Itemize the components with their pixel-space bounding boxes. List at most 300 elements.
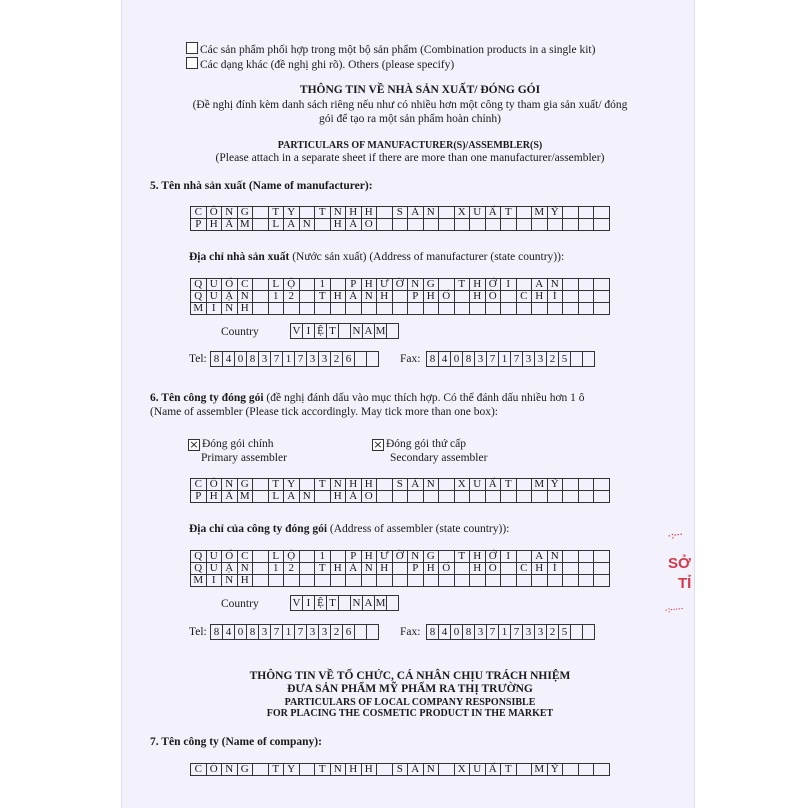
- grid-cell[interactable]: [578, 219, 594, 231]
- grid-cell[interactable]: [299, 279, 315, 291]
- grid-cell[interactable]: [594, 563, 610, 575]
- grid-cell[interactable]: Ờ: [392, 279, 408, 291]
- grid-cell[interactable]: H: [470, 551, 486, 563]
- input-cell[interactable]: V: [290, 323, 303, 339]
- grid-cell[interactable]: [253, 491, 269, 503]
- grid-cell[interactable]: [563, 291, 579, 303]
- grid-cell[interactable]: [408, 575, 424, 587]
- option-combination[interactable]: Các sản phẩm phối hợp trong một bộ sản phẩm (Combination products in a single kit): [186, 42, 595, 57]
- grid-cell[interactable]: G: [237, 479, 253, 491]
- grid-cell[interactable]: I: [501, 551, 517, 563]
- grid-cell[interactable]: A: [532, 551, 548, 563]
- grid-cell[interactable]: H: [206, 219, 222, 231]
- input-cell[interactable]: T: [326, 323, 339, 339]
- input-cell[interactable]: 2: [546, 351, 559, 367]
- grid-cell[interactable]: N: [222, 303, 238, 315]
- grid-cell[interactable]: N: [330, 764, 346, 776]
- grid-cell[interactable]: [408, 303, 424, 315]
- grid-cell[interactable]: H: [532, 563, 548, 575]
- grid-cell[interactable]: [253, 764, 269, 776]
- grid-cell[interactable]: [253, 219, 269, 231]
- grid-cell[interactable]: [423, 219, 439, 231]
- input-cell[interactable]: 0: [450, 351, 463, 367]
- grid-cell[interactable]: H: [330, 563, 346, 575]
- input-cell[interactable]: 3: [534, 351, 547, 367]
- checkbox-icon[interactable]: [186, 42, 198, 54]
- grid-cell[interactable]: A: [284, 219, 300, 231]
- grid-cell[interactable]: P: [191, 491, 207, 503]
- grid-cell[interactable]: Ả: [408, 764, 424, 776]
- input-cell[interactable]: [366, 624, 379, 640]
- grid-cell[interactable]: [392, 291, 408, 303]
- grid-cell[interactable]: H: [470, 279, 486, 291]
- grid-cell[interactable]: H: [377, 563, 393, 575]
- input-cell[interactable]: T: [326, 595, 339, 611]
- grid-cell[interactable]: U: [206, 551, 222, 563]
- grid-cell[interactable]: [423, 491, 439, 503]
- grid-cell[interactable]: Ố: [222, 551, 238, 563]
- input-cell[interactable]: N: [350, 323, 363, 339]
- grid-cell[interactable]: [563, 219, 579, 231]
- grid-cell[interactable]: [253, 551, 269, 563]
- grid-cell[interactable]: N: [222, 479, 238, 491]
- grid-cell[interactable]: Ố: [439, 291, 455, 303]
- grid-cell[interactable]: H: [532, 291, 548, 303]
- grid-cell[interactable]: [501, 491, 517, 503]
- grid-cell[interactable]: [594, 764, 610, 776]
- grid-cell[interactable]: Ậ: [222, 563, 238, 575]
- grid-cell[interactable]: [578, 551, 594, 563]
- grid-cell[interactable]: X: [454, 207, 470, 219]
- input-cell[interactable]: 7: [486, 351, 499, 367]
- grid-cell[interactable]: [284, 575, 300, 587]
- grid-cell[interactable]: [299, 207, 315, 219]
- input-cell[interactable]: 5: [558, 351, 571, 367]
- grid-cell[interactable]: Ư: [377, 551, 393, 563]
- grid-cell[interactable]: M: [532, 207, 548, 219]
- grid-cell[interactable]: Ô: [206, 479, 222, 491]
- grid-cell[interactable]: [594, 479, 610, 491]
- grid-cell[interactable]: [594, 303, 610, 315]
- grid-cell[interactable]: [485, 303, 501, 315]
- grid-cell[interactable]: T: [315, 479, 331, 491]
- grid-cell[interactable]: Ố: [222, 279, 238, 291]
- grid-cell[interactable]: H: [237, 303, 253, 315]
- grid-cell[interactable]: T: [268, 479, 284, 491]
- grid-cell[interactable]: A: [532, 279, 548, 291]
- input-cell[interactable]: 5: [558, 624, 571, 640]
- grid-cell[interactable]: [578, 207, 594, 219]
- grid-cell[interactable]: [516, 303, 532, 315]
- grid-cell[interactable]: N: [299, 491, 315, 503]
- grid-cell[interactable]: [439, 207, 455, 219]
- input-cell[interactable]: [366, 351, 379, 367]
- grid-cell[interactable]: C: [191, 764, 207, 776]
- grid-cell[interactable]: [594, 219, 610, 231]
- grid-cell[interactable]: [408, 219, 424, 231]
- grid-cell[interactable]: M: [191, 575, 207, 587]
- option-others[interactable]: Các dạng khác (đề nghị ghi rõ). Others (please specify): [186, 57, 454, 72]
- input-cell[interactable]: 0: [450, 624, 463, 640]
- input-cell[interactable]: 7: [294, 351, 307, 367]
- input-cell[interactable]: 8: [246, 624, 259, 640]
- grid-cell[interactable]: [423, 303, 439, 315]
- grid-cell[interactable]: Q: [191, 563, 207, 575]
- input-cell[interactable]: A: [362, 323, 375, 339]
- input-cell[interactable]: N: [350, 595, 363, 611]
- grid-cell[interactable]: L: [268, 219, 284, 231]
- grid-cell[interactable]: [454, 303, 470, 315]
- grid-cell[interactable]: G: [237, 764, 253, 776]
- input-cell[interactable]: 3: [522, 351, 535, 367]
- grid-cell[interactable]: [578, 279, 594, 291]
- grid-cell[interactable]: [454, 563, 470, 575]
- grid-cell[interactable]: Y: [284, 207, 300, 219]
- grid-cell[interactable]: [563, 279, 579, 291]
- tel-cells-2[interactable]: [211, 624, 379, 640]
- grid-cell[interactable]: [253, 563, 269, 575]
- grid-cell[interactable]: [501, 219, 517, 231]
- grid-cell[interactable]: H: [361, 279, 377, 291]
- grid-cell[interactable]: Ấ: [485, 764, 501, 776]
- input-cell[interactable]: [582, 624, 595, 640]
- input-cell[interactable]: 2: [330, 624, 343, 640]
- grid-cell[interactable]: L: [268, 491, 284, 503]
- grid-cell[interactable]: N: [299, 219, 315, 231]
- grid-cell[interactable]: [253, 479, 269, 491]
- input-cell[interactable]: 1: [498, 351, 511, 367]
- grid-cell[interactable]: [516, 491, 532, 503]
- grid-cell[interactable]: [454, 575, 470, 587]
- grid-cell[interactable]: N: [423, 479, 439, 491]
- input-cell[interactable]: 7: [510, 351, 523, 367]
- checked-checkbox-icon[interactable]: [372, 439, 384, 451]
- grid-cell[interactable]: X: [454, 479, 470, 491]
- grid-cell[interactable]: [439, 551, 455, 563]
- grid-cell[interactable]: [547, 491, 563, 503]
- input-cell[interactable]: 7: [510, 624, 523, 640]
- grid-cell[interactable]: [594, 491, 610, 503]
- grid-cell[interactable]: I: [206, 303, 222, 315]
- input-cell[interactable]: 8: [462, 624, 475, 640]
- grid-cell[interactable]: [516, 279, 532, 291]
- grid-cell[interactable]: [532, 575, 548, 587]
- input-cell[interactable]: 8: [426, 624, 439, 640]
- grid-cell[interactable]: 2: [284, 563, 300, 575]
- grid-cell[interactable]: 1: [315, 551, 331, 563]
- grid-cell[interactable]: Ấ: [485, 479, 501, 491]
- grid-cell[interactable]: N: [222, 207, 238, 219]
- input-cell[interactable]: 4: [438, 624, 451, 640]
- grid-cell[interactable]: M: [191, 303, 207, 315]
- grid-cell[interactable]: H: [470, 291, 486, 303]
- grid-cell[interactable]: [330, 575, 346, 587]
- grid-cell[interactable]: Ố: [439, 563, 455, 575]
- grid-cell[interactable]: [268, 575, 284, 587]
- grid-cell[interactable]: Ồ: [485, 563, 501, 575]
- grid-cell[interactable]: Y: [284, 764, 300, 776]
- grid-cell[interactable]: O: [361, 219, 377, 231]
- grid-cell[interactable]: S: [392, 207, 408, 219]
- input-cell[interactable]: 7: [270, 351, 283, 367]
- grid-cell[interactable]: Ô: [206, 207, 222, 219]
- input-cell[interactable]: 6: [342, 351, 355, 367]
- grid-cell[interactable]: [594, 291, 610, 303]
- grid-cell[interactable]: S: [392, 764, 408, 776]
- grid-cell[interactable]: [470, 303, 486, 315]
- grid-cell[interactable]: [594, 575, 610, 587]
- grid-cell[interactable]: P: [346, 551, 362, 563]
- grid-cell[interactable]: T: [501, 764, 517, 776]
- input-cell[interactable]: 4: [438, 351, 451, 367]
- grid-cell[interactable]: H: [361, 764, 377, 776]
- grid-cell[interactable]: [532, 303, 548, 315]
- grid-cell[interactable]: H: [330, 219, 346, 231]
- grid-cell[interactable]: [516, 575, 532, 587]
- grid-cell[interactable]: Q: [191, 279, 207, 291]
- grid-cell[interactable]: [563, 551, 579, 563]
- grid-cell[interactable]: M: [532, 764, 548, 776]
- grid-cell[interactable]: [361, 575, 377, 587]
- grid-cell[interactable]: S: [392, 479, 408, 491]
- grid-cell[interactable]: A: [284, 491, 300, 503]
- grid-cell[interactable]: Ẩ: [222, 219, 238, 231]
- grid-cell[interactable]: [439, 764, 455, 776]
- grid-cell[interactable]: [377, 491, 393, 503]
- grid-cell[interactable]: [253, 279, 269, 291]
- grid-cell[interactable]: H: [346, 764, 362, 776]
- input-cell[interactable]: 8: [462, 351, 475, 367]
- grid-cell[interactable]: C: [191, 207, 207, 219]
- grid-cell[interactable]: [439, 491, 455, 503]
- grid-cell[interactable]: [439, 219, 455, 231]
- fax-cells[interactable]: [427, 351, 595, 367]
- grid-cell[interactable]: [268, 303, 284, 315]
- grid-cell[interactable]: Ả: [408, 207, 424, 219]
- grid-cell[interactable]: N: [237, 563, 253, 575]
- grid-cell[interactable]: T: [454, 279, 470, 291]
- grid-cell[interactable]: I: [206, 575, 222, 587]
- input-cell[interactable]: 2: [330, 351, 343, 367]
- grid-cell[interactable]: U: [206, 563, 222, 575]
- grid-cell[interactable]: H: [361, 207, 377, 219]
- grid-cell[interactable]: U: [470, 764, 486, 776]
- grid-cell[interactable]: L: [268, 551, 284, 563]
- input-cell[interactable]: 4: [222, 624, 235, 640]
- country-cells[interactable]: [291, 323, 399, 339]
- grid-cell[interactable]: T: [501, 479, 517, 491]
- grid-cell[interactable]: Ô: [206, 764, 222, 776]
- grid-cell[interactable]: [330, 279, 346, 291]
- grid-cell[interactable]: [578, 575, 594, 587]
- grid-cell[interactable]: [439, 279, 455, 291]
- grid-cell[interactable]: H: [330, 291, 346, 303]
- input-cell[interactable]: I: [302, 323, 315, 339]
- input-cell[interactable]: 1: [498, 624, 511, 640]
- input-cell[interactable]: 1: [282, 624, 295, 640]
- grid-cell[interactable]: Ậ: [222, 291, 238, 303]
- grid-cell[interactable]: H: [346, 207, 362, 219]
- grid-cell[interactable]: [315, 303, 331, 315]
- input-cell[interactable]: 8: [210, 624, 223, 640]
- grid-cell[interactable]: [516, 479, 532, 491]
- grid-cell[interactable]: [547, 575, 563, 587]
- assembler-name-grid[interactable]: [190, 478, 610, 503]
- grid-cell[interactable]: L: [268, 279, 284, 291]
- input-cell[interactable]: 7: [294, 624, 307, 640]
- grid-cell[interactable]: [563, 764, 579, 776]
- grid-cell[interactable]: [299, 563, 315, 575]
- input-cell[interactable]: 7: [270, 624, 283, 640]
- grid-cell[interactable]: G: [237, 207, 253, 219]
- grid-cell[interactable]: Ờ: [392, 551, 408, 563]
- grid-cell[interactable]: [346, 575, 362, 587]
- grid-cell[interactable]: [594, 551, 610, 563]
- grid-cell[interactable]: [516, 207, 532, 219]
- grid-cell[interactable]: I: [501, 279, 517, 291]
- grid-cell[interactable]: T: [315, 764, 331, 776]
- input-cell[interactable]: 3: [318, 351, 331, 367]
- grid-cell[interactable]: H: [330, 491, 346, 503]
- input-cell[interactable]: V: [290, 595, 303, 611]
- grid-cell[interactable]: H: [470, 563, 486, 575]
- grid-cell[interactable]: U: [206, 279, 222, 291]
- grid-cell[interactable]: [578, 764, 594, 776]
- grid-cell[interactable]: C: [516, 291, 532, 303]
- grid-cell[interactable]: [516, 551, 532, 563]
- grid-cell[interactable]: [578, 491, 594, 503]
- grid-cell[interactable]: [361, 303, 377, 315]
- grid-cell[interactable]: H: [237, 575, 253, 587]
- grid-cell[interactable]: H: [423, 563, 439, 575]
- grid-cell[interactable]: N: [423, 764, 439, 776]
- grid-cell[interactable]: Ư: [377, 279, 393, 291]
- grid-cell[interactable]: [563, 207, 579, 219]
- grid-cell[interactable]: [485, 575, 501, 587]
- grid-cell[interactable]: [563, 491, 579, 503]
- grid-cell[interactable]: [315, 219, 331, 231]
- company-name-grid[interactable]: [190, 763, 610, 776]
- input-cell[interactable]: [386, 323, 399, 339]
- grid-cell[interactable]: Ồ: [485, 291, 501, 303]
- grid-cell[interactable]: H: [206, 491, 222, 503]
- grid-cell[interactable]: [516, 219, 532, 231]
- grid-cell[interactable]: [299, 291, 315, 303]
- grid-cell[interactable]: Ỹ: [547, 764, 563, 776]
- input-cell[interactable]: 3: [474, 351, 487, 367]
- grid-cell[interactable]: [547, 219, 563, 231]
- grid-cell[interactable]: H: [377, 291, 393, 303]
- grid-cell[interactable]: [392, 491, 408, 503]
- grid-cell[interactable]: N: [547, 279, 563, 291]
- grid-cell[interactable]: Y: [284, 479, 300, 491]
- grid-cell[interactable]: [547, 303, 563, 315]
- grid-cell[interactable]: T: [315, 563, 331, 575]
- input-cell[interactable]: 3: [258, 351, 271, 367]
- grid-cell[interactable]: [330, 303, 346, 315]
- input-cell[interactable]: 3: [534, 624, 547, 640]
- grid-cell[interactable]: C: [237, 279, 253, 291]
- grid-cell[interactable]: [516, 764, 532, 776]
- grid-cell[interactable]: [377, 303, 393, 315]
- grid-cell[interactable]: [454, 219, 470, 231]
- grid-cell[interactable]: N: [408, 551, 424, 563]
- grid-cell[interactable]: C: [191, 479, 207, 491]
- input-cell[interactable]: A: [362, 595, 375, 611]
- grid-cell[interactable]: [578, 291, 594, 303]
- grid-cell[interactable]: H: [346, 479, 362, 491]
- grid-cell[interactable]: [485, 491, 501, 503]
- grid-cell[interactable]: P: [408, 291, 424, 303]
- grid-cell[interactable]: T: [501, 207, 517, 219]
- grid-cell[interactable]: Í: [547, 563, 563, 575]
- grid-cell[interactable]: [532, 491, 548, 503]
- grid-cell[interactable]: [253, 303, 269, 315]
- grid-cell[interactable]: [501, 563, 517, 575]
- grid-cell[interactable]: [377, 764, 393, 776]
- input-cell[interactable]: 3: [522, 624, 535, 640]
- grid-cell[interactable]: Ấ: [485, 207, 501, 219]
- grid-cell[interactable]: N: [547, 551, 563, 563]
- primary-assembler-option[interactable]: ×Đóng gói chính: [188, 438, 274, 451]
- grid-cell[interactable]: [392, 303, 408, 315]
- grid-cell[interactable]: [563, 303, 579, 315]
- grid-cell[interactable]: [501, 303, 517, 315]
- grid-cell[interactable]: [392, 575, 408, 587]
- grid-cell[interactable]: [377, 575, 393, 587]
- grid-cell[interactable]: [578, 479, 594, 491]
- grid-cell[interactable]: [253, 291, 269, 303]
- grid-cell[interactable]: N: [361, 563, 377, 575]
- input-cell[interactable]: Ệ: [314, 595, 327, 611]
- grid-cell[interactable]: [299, 575, 315, 587]
- grid-cell[interactable]: H: [423, 291, 439, 303]
- grid-cell[interactable]: [470, 219, 486, 231]
- input-cell[interactable]: 6: [342, 624, 355, 640]
- tel-cells[interactable]: [211, 351, 379, 367]
- grid-cell[interactable]: P: [191, 219, 207, 231]
- assembler-address-grid[interactable]: [190, 550, 610, 587]
- input-cell[interactable]: [582, 351, 595, 367]
- grid-cell[interactable]: M: [237, 219, 253, 231]
- grid-cell[interactable]: À: [346, 291, 362, 303]
- grid-cell[interactable]: P: [408, 563, 424, 575]
- fax-cells-2[interactable]: [427, 624, 595, 640]
- input-cell[interactable]: [386, 595, 399, 611]
- grid-cell[interactable]: P: [346, 279, 362, 291]
- grid-cell[interactable]: [253, 207, 269, 219]
- grid-cell[interactable]: Ộ: [284, 551, 300, 563]
- grid-cell[interactable]: [346, 303, 362, 315]
- grid-cell[interactable]: M: [532, 479, 548, 491]
- grid-cell[interactable]: [315, 491, 331, 503]
- input-cell[interactable]: 0: [234, 351, 247, 367]
- grid-cell[interactable]: 1: [268, 291, 284, 303]
- grid-cell[interactable]: C: [516, 563, 532, 575]
- checked-checkbox-icon[interactable]: [188, 439, 200, 451]
- grid-cell[interactable]: Ỹ: [547, 207, 563, 219]
- grid-cell[interactable]: [485, 219, 501, 231]
- grid-cell[interactable]: [315, 575, 331, 587]
- grid-cell[interactable]: [501, 291, 517, 303]
- grid-cell[interactable]: [470, 575, 486, 587]
- grid-cell[interactable]: [299, 764, 315, 776]
- grid-cell[interactable]: [439, 479, 455, 491]
- input-cell[interactable]: Ệ: [314, 323, 327, 339]
- grid-cell[interactable]: [454, 291, 470, 303]
- grid-cell[interactable]: 1: [315, 279, 331, 291]
- input-cell[interactable]: 7: [486, 624, 499, 640]
